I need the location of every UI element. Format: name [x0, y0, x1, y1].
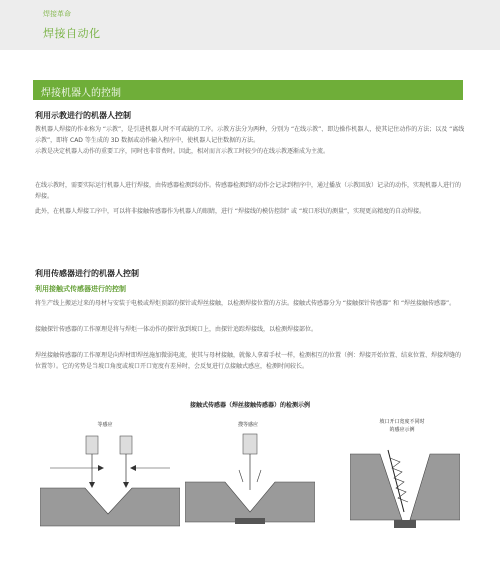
- part1-paragraph-2: 示教是决定机器人动作的重要工序，同时也非常费时。因此，相对而言示教工时较少的在线示教逐渐成为主流。: [35, 148, 330, 155]
- top-header-band: [0, 0, 500, 50]
- figure-label-2: 搜等感应: [237, 422, 258, 428]
- diagram-groove-width: [350, 440, 460, 540]
- figure-label-1: 等感应: [97, 422, 113, 428]
- header-category: 焊接革命: [43, 10, 71, 18]
- part2-paragraph-3: 焊丝接触传感器的工作原理是向焊材即焊丝施加微弱电流，使其与母材接触，就像人拿着手杖一样，检测相互的位置（例：焊接开始位置、结束位置、焊接焊缝的位置等）。它的劣势是当坡口角度或坡口开口宽度有差异时，会反复进行点接触式感应，检测时间较长。: [35, 352, 462, 370]
- diagram-search-sensing: [185, 430, 315, 530]
- part2-paragraph-1: 将生产线上搬运过来的母材与安装于电极或焊炬顶部的探针或焊丝接触，以检测焊接位置的方法。接触式传感器分为 “接触探针传感器” 和 “焊丝接触传感器”。: [35, 300, 456, 307]
- part1-heading: 利用示教进行的机器人控制: [35, 111, 131, 120]
- section-title: 焊接机器人的控制: [41, 88, 121, 99]
- part2-subheading: 利用接触式传感器进行的控制: [35, 285, 126, 293]
- diagram-contact-sensing: [40, 430, 180, 530]
- part1-paragraph-3: 在线示教时，需要实际运行机器人进行焊接，由传感器检测到动作。传感器检测到的动作会记录到程序中，通过播放（示教回放）记录的动作，实现机器人进行的焊接。: [35, 182, 462, 200]
- part1-paragraph-1: 教机器人焊接的作业称为 “示教”，是引进机器人时不可或缺的工序。示教方法分为两种，分别为 “在线示教”、即边操作机器人，使其记住动作的方法；以及 “离线示教”，即将 CAD 等生成的 3D 数据或动作输入程序中，使机器人记住数据的方法。: [35, 126, 465, 144]
- figure-label-3-line2: 的感应示例: [389, 427, 415, 433]
- section-banner: [33, 80, 463, 100]
- part1-paragraph-4: 此外，在机器人焊接工序中，可以将非接触传感器作为机器人的眼睛，进行 “焊接线的模仿控制” 或 “坡口形状的测量”，实现更高精度的自动焊接。: [35, 208, 426, 215]
- figure-label-3-line1: 坡口开口宽度不同时: [379, 419, 425, 425]
- header-title: 焊接自动化: [43, 27, 101, 40]
- figure-caption: 接触式传感器（焊丝接触传感器）的检测示例: [189, 402, 310, 409]
- figure-label-3: [362, 418, 442, 434]
- part2-paragraph-2: 接触探针传感器的工作原理是将与焊炬一体动作的探针放到坡口上，由探针追踪焊接线，以检测焊接部位。: [35, 326, 318, 333]
- part2-heading: 利用传感器进行的机器人控制: [35, 269, 139, 278]
